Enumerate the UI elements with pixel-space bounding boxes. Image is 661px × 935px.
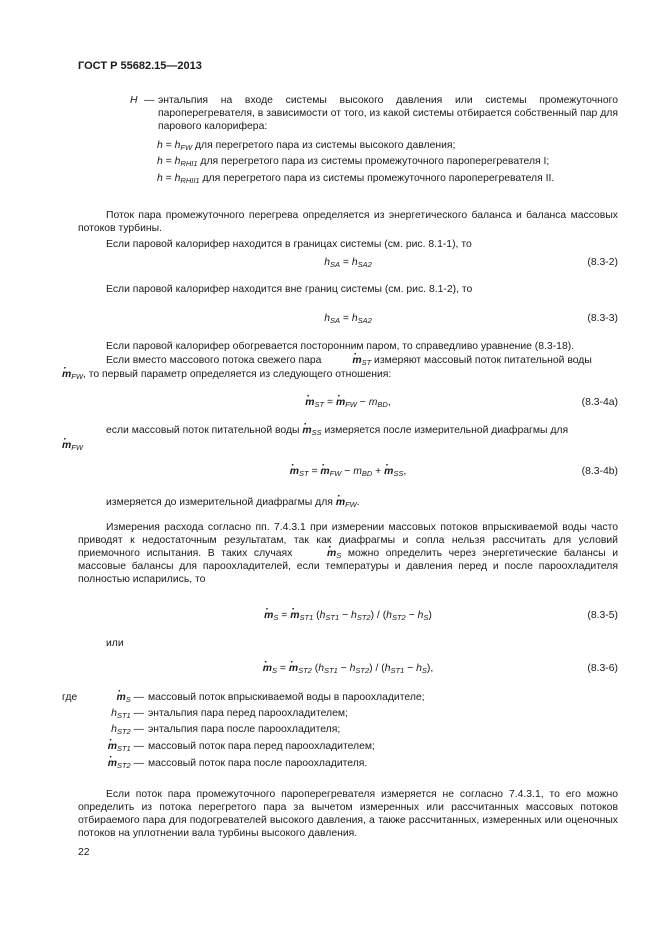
eq-lhs-sub: SA	[329, 316, 340, 325]
h-sub: FW	[180, 143, 193, 152]
eq-rhs-sub: SA2	[357, 260, 372, 269]
h-item-rhii1	[157, 172, 554, 185]
h-var: h	[349, 663, 356, 674]
dash: —	[133, 724, 144, 735]
symbol-sub: SS	[393, 469, 404, 478]
paragraph-outside: Если паровой калорифер находится вне границ системы (см. рис. 8.1-2), то	[106, 284, 473, 295]
h-var: h	[174, 156, 181, 167]
h-lhs: h	[157, 173, 163, 184]
definition-list	[62, 691, 622, 774]
symbol-sub: S	[125, 695, 131, 704]
symbol-sub: ST1	[325, 613, 340, 622]
definition-text: энтальпия пара после пароохладителя;	[148, 724, 341, 735]
paragraph-feedwater-line2	[62, 368, 622, 381]
equation-8-3-6	[78, 662, 618, 678]
text-span: Если вместо массового потока свежего пара	[106, 355, 325, 366]
m-dot-symbol: · m	[289, 662, 298, 675]
equation-8-3-5	[78, 609, 618, 625]
h-var: h	[111, 724, 117, 735]
equation-8-3-4b	[78, 465, 618, 481]
definition-text: массовый поток пара после пароохладителя.	[148, 758, 368, 769]
equation-number: (8.3-6)	[587, 663, 618, 674]
h-definition-text: энтальпия на входе системы высокого давления или системы промежуточного пароперегревателя, в зависимости от того, из какой системы отбирается собственный пар для парового калорифера:	[158, 95, 618, 132]
m-dot-symbol: · m	[302, 424, 311, 437]
definition-text: энтальпия пара перед пароохладителем;	[148, 708, 348, 719]
symbol-sub: ST1	[323, 666, 338, 675]
symbol-sub: ST	[314, 400, 325, 409]
m-dot-symbol: · m	[62, 368, 71, 381]
m-dot-symbol: · m	[290, 609, 299, 622]
h-var: h	[111, 708, 117, 719]
definition-row	[62, 740, 622, 757]
h-item-rhi1	[157, 155, 549, 168]
h-var: h	[174, 140, 181, 151]
equation-number: (8.3-4b)	[581, 466, 618, 477]
symbol-sub: BD	[361, 469, 373, 478]
equation-number: (8.3-5)	[587, 610, 618, 621]
m-dot-symbol: · m	[384, 465, 393, 478]
h-var: h	[417, 610, 424, 621]
eq-lhs: h	[324, 257, 330, 268]
paragraph-flow-measurement	[78, 521, 618, 586]
paragraph-feedwater	[78, 354, 618, 367]
definition-symbol	[111, 707, 144, 720]
definition-symbol	[108, 740, 144, 753]
text-span: , то первый параметр определяется из следующего отношения:	[82, 369, 392, 380]
equation-number: (8.3-3)	[587, 313, 618, 324]
symbol-sub: ST2	[298, 666, 312, 675]
where-word: где	[62, 692, 78, 703]
symbol-sub: S	[421, 666, 427, 675]
symbol-sub: FW	[329, 469, 342, 478]
symbol-sub: ST	[298, 469, 309, 478]
eq-lhs-sub: SA	[329, 260, 340, 269]
eq-sign: =	[162, 140, 175, 151]
h-item-desc: для перегретого пара из системы промежуточного пароперегревателя I;	[197, 156, 550, 167]
paragraph-ss	[106, 424, 618, 437]
h-lhs: h	[157, 156, 163, 167]
h-sub: RHI1	[180, 159, 198, 168]
symbol-sub: ST2	[116, 727, 131, 736]
paragraph-reheat-flow: Если поток пара промежуточного пароперегревателя измеряется не согласно 7.4.3.1, то его можно определить из потока перегретого пара за вычетом измеренных или рассчитанных массовых потоков отбираемого пара для подогревателей высокого давления, а также рассчитанных, измеренных или оценочных потоков на уплотнении вала турбины высокого давления.	[78, 789, 618, 839]
paragraph-reheat: Поток пара промежуточного перегрева определяется из энергетического баланса и баланса массовых потоков турбины.	[78, 210, 618, 234]
symbol-sub: S	[423, 613, 429, 622]
eq-rhs: h	[351, 313, 358, 324]
eq-end: ,	[387, 397, 391, 408]
equation-formula: · $m_{ST}$ = · $m_{FW} - m_{BD}$ + · $m_{SS}$,	[78, 465, 618, 478]
symbol-sub: ST2	[355, 666, 370, 675]
definition-text: массовый поток впрыскиваемой воды в пароохладителе;	[148, 692, 425, 703]
eq-sign: =	[162, 156, 175, 167]
symbol-sub: ST1	[116, 711, 131, 720]
symbol-sub: BD	[377, 400, 388, 409]
m-bd: m	[353, 466, 362, 477]
symbol-sub: ST2	[116, 761, 131, 770]
symbol-sub: ST1	[116, 744, 131, 753]
text-span: Измерения расхода согласно пп. 7.4.3.1 при измерении массовых потоков впрыскиваемой воды часто приводят к недостаточным результатам, так как диафрагмы и сопла нельзя рассчитать для условий приемочного испытания. В таких случаях	[78, 522, 618, 559]
equation-formula: $h_{SA} = h_{SA2}$	[324, 257, 372, 269]
equation-formula: · $m_{ST}$ = · $m_{FW} - m_{BD}$,	[78, 396, 618, 409]
symbol-sub: ST	[361, 358, 372, 367]
symbol-sub: SS	[311, 428, 322, 437]
definition-text: массовый поток пара перед пароохладителем;	[148, 741, 375, 752]
m-dot-symbol: · m	[108, 757, 117, 770]
paragraph-ss-line2	[62, 439, 83, 452]
symbol-sub: FW	[345, 500, 357, 509]
dash: —	[133, 758, 144, 769]
equation-number: (8.3-4a)	[581, 397, 618, 408]
text-span: можно определить через энергетические балансы и массовые балансы для пароохладителей, если температуры и давления перед и после пароохладителя полностью испарились, то	[78, 548, 618, 585]
h-dash: —	[144, 95, 155, 106]
text-span: измеряют массовый поток питательной воды	[371, 355, 592, 366]
symbol-sub: ST1	[299, 613, 314, 622]
text-span: если массовый поток питательной воды	[106, 425, 303, 436]
definition-symbol	[116, 691, 144, 704]
m-dot-symbol: · m	[108, 740, 117, 753]
m-dot-symbol: · m	[264, 609, 273, 622]
definition-row	[62, 691, 622, 707]
symbol-sub: ST2	[356, 613, 371, 622]
h-var: h	[318, 663, 324, 674]
definition-row	[62, 723, 622, 740]
m-dot-symbol: · m	[324, 354, 361, 367]
dash: —	[133, 741, 144, 752]
paragraph-inside: Если паровой калорифер находится в границах системы (см. рис. 8.1-1), то	[106, 239, 472, 250]
m-dot-symbol: · m	[263, 662, 272, 675]
symbol-sub: S	[271, 666, 277, 675]
symbol-sub: ST1	[390, 666, 405, 675]
symbol-sub: FW	[345, 400, 357, 409]
equation-number: (8.3-2)	[587, 257, 618, 268]
h-lhs: h	[157, 140, 163, 151]
h-var: h	[384, 663, 391, 674]
h-symbol: H	[130, 95, 138, 106]
m-dot-symbol: · m	[320, 465, 329, 478]
m-dot-symbol: · m	[290, 465, 299, 478]
text-span: измеряется до измерительной диафрагмы для	[106, 497, 336, 508]
paragraph-before-orifice: измеряется до измерительной диафрагмы для · $m_{FW}$.	[106, 496, 360, 509]
dash: —	[133, 708, 144, 719]
h-var: h	[174, 173, 181, 184]
m-dot-symbol: · m	[62, 439, 71, 452]
definition-symbol	[108, 757, 144, 770]
h-sub: RHII1	[180, 176, 200, 185]
eq-lhs: h	[324, 313, 330, 324]
definition-row	[62, 707, 622, 723]
text-span: измеряется после измерительной диафрагмы для	[321, 425, 569, 436]
eq-rhs-sub: SA2	[357, 316, 372, 325]
m-dot-symbol: · m	[336, 396, 345, 409]
page-number: 22	[78, 847, 90, 858]
m-dot-symbol: · m	[336, 496, 345, 509]
definition-row	[62, 757, 622, 774]
equation-8-3-2	[78, 256, 618, 272]
eq-sign: =	[162, 173, 175, 184]
dash: —	[133, 692, 144, 703]
h-var: h	[319, 610, 326, 621]
definition-symbol	[111, 723, 144, 736]
symbol-sub: ST2	[391, 613, 406, 622]
h-item-desc: для перегретого пара из системы высокого давления;	[192, 140, 456, 151]
h-item-fw	[157, 139, 455, 152]
or-word: или	[106, 638, 124, 649]
equation-formula: · $m_S$ = · $m_{ST2}$ $(h_{ST1} - h_{ST2}) / (h_{ST1} - h_S)$,	[78, 662, 618, 675]
m-dot-symbol: · m	[305, 396, 314, 409]
h-var: h	[351, 610, 357, 621]
h-var: h	[416, 663, 422, 674]
m-bd: m	[368, 397, 378, 408]
symbol-sub: FW	[71, 372, 83, 381]
eq-rhs: h	[351, 257, 358, 268]
equation-formula: $h_{SA} = h_{SA2}$	[324, 313, 372, 325]
symbol-sub: S	[273, 613, 279, 622]
equation-8-3-4a	[78, 396, 618, 412]
symbol-sub: S	[336, 551, 342, 560]
m-dot-symbol: · m	[116, 691, 125, 704]
paragraph-foreign-steam: Если паровой калорифер обогревается посторонним паром, то справедливо уравнение (8.3-18).	[106, 341, 575, 352]
h-item-desc: для перегретого пара из системы промежуточного пароперегревателя II.	[199, 173, 555, 184]
equation-formula: · $m_S$ = · $m_{ST1}$ $(h_{ST1} - h_{ST2}) / (h_{ST2} - h_S)$	[78, 609, 618, 622]
equation-8-3-3	[78, 312, 618, 328]
document-header: ГОСТ Р 55682.15—2013	[78, 60, 202, 72]
symbol-sub: FW	[71, 443, 83, 452]
h-var: h	[386, 610, 392, 621]
m-dot-symbol: · m	[299, 547, 336, 560]
